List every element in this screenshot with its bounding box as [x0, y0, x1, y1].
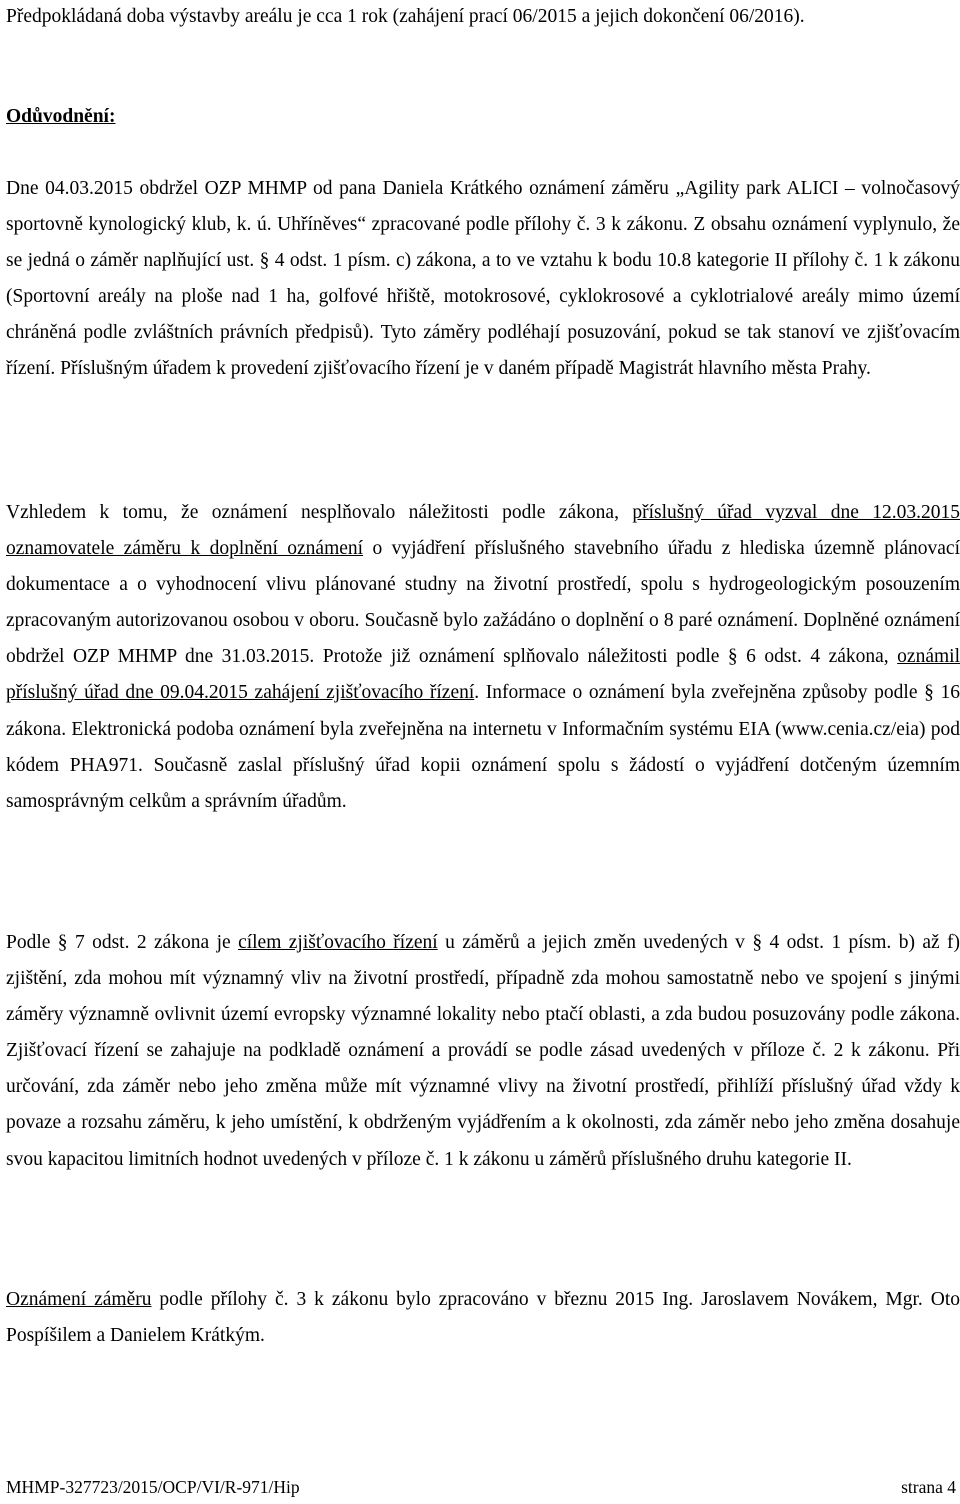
section-heading-justification: Odůvodnění: — [6, 106, 116, 127]
underlined-text: příslušný úřad vyzval dne 12.03.2015 oznamovatele záměru k doplnění oznámení — [6, 502, 960, 560]
paragraph-notification-received: Dne 04.03.2015 obdržel OZP MHMP od pana Daniela Krátkého oznámení záměru „Agility park ALICI – volnočasový sportovně kynologický klub, k. ú. Uhříněves“ zpracované podle přílohy č. 3 k zákonu. Z obsahu oznámení vyplynulo, že se jedná o záměr naplňující ust. § 4 odst. 1 písm. c) zákona, a to ve vztahu k bodu 10.8 kategorie II přílohy č. 1 k zákonu (Sportovní areály na ploše nad 1 ha, golfové hřiště, motokrosové, cyklokrosové a cyklotrialové areály mimo území chráněná podle zvláštních právních předpisů). Tyto záměry podléhají posuzování, pokud se tak stanoví ve zjišťovacím řízení. Příslušným úřadem k provedení zjišťovacího řízení je v daném případě Magistrát hlavního města Prahy. — [6, 178, 960, 380]
paragraph-notification-authors — [6, 1282, 960, 1354]
paragraph-construction-duration: Předpokládaná doba výstavby areálu je cca 1 rok (zahájení prací 06/2015 a jejich dokončení 06/2016). — [6, 6, 805, 27]
underlined-text: cílem zjišťovacího řízení — [238, 932, 438, 953]
document-reference-number: MHMP-327723/2015/OCP/VI/R-971/Hip — [6, 1477, 300, 1497]
paragraph-supplement-request — [6, 495, 960, 820]
text-run: podle přílohy č. 3 k zákonu bylo zpracováno v březnu 2015 Ing. Jaroslavem Novákem, Mgr. Oto Pospíšilem a Danielem Krátkým. — [6, 1289, 960, 1347]
text-run: u záměrů a jejich změn uvedených v § 4 odst. 1 písm. b) až f) zjištění, zda mohou mít významný vliv na životní prostředí, případně zda mohou samostatně nebo ve spojení s jinými záměry významně ovlivnit území evropsky významné lokality nebo ptačí oblasti, a zda budou posuzovány podle zákona. Zjišťovací řízení se zahajuje na podkladě oznámení a provádí se podle zásad uvedených v příloze č. 2 k zákonu. Při určování, zda záměr nebo jeho změna může mít významné vlivy na životní prostředí, přihlíží příslušný úřad vždy k povaze a rozsahu záměru, k jeho umístění, k obdrženým vyjádřením a k okolnosti, zda záměr nebo jeho změna dosahuje svou kapacitou limitních hodnot uvedených v příloze č. 1 k zákonu u záměrů příslušného druhu kategorie II. — [6, 932, 960, 1170]
page-footer — [6, 1476, 956, 1498]
paragraph-screening-purpose — [6, 925, 960, 1178]
text-run: Vzhledem k tomu, že oznámení nesplňovalo náležitosti podle zákona, — [6, 502, 633, 523]
text-run: . Informace o oznámení byla zveřejněna způsoby podle § 16 zákona. Elektronická podoba oznámení byla zveřejněna na internetu v Informačním systému EIA (www.cenia.cz/eia) pod kódem PHA971. Současně zaslal příslušný úřad kopii oznámení spolu s žádostí o vyjádření dotčeným územním samosprávným celkům a správním úřadům. — [6, 682, 960, 812]
underlined-text: Oznámení záměru — [6, 1289, 152, 1310]
text-run: o vyjádření příslušného stavebního úřadu z hlediska územně plánovací dokumentace a o vyhodnocení vlivu plánované studny na životní prostředí, spolu s hydrogeologickým posouzením zpracovaným autorizovanou osobou v oboru. Současně bylo zažádáno o doplnění o 8 paré oznámení. Doplněné oznámení obdržel OZP MHMP dne 31.03.2015. Protože již oznámení splňovalo náležitosti podle § 6 odst. 4 zákona, — [6, 538, 960, 668]
page-number: strana 4 — [901, 1477, 956, 1497]
underlined-text: oznámil příslušný úřad dne 09.04.2015 zahájení zjišťovacího řízení — [6, 646, 960, 704]
text-run: Podle § 7 odst. 2 zákona je — [6, 932, 239, 953]
